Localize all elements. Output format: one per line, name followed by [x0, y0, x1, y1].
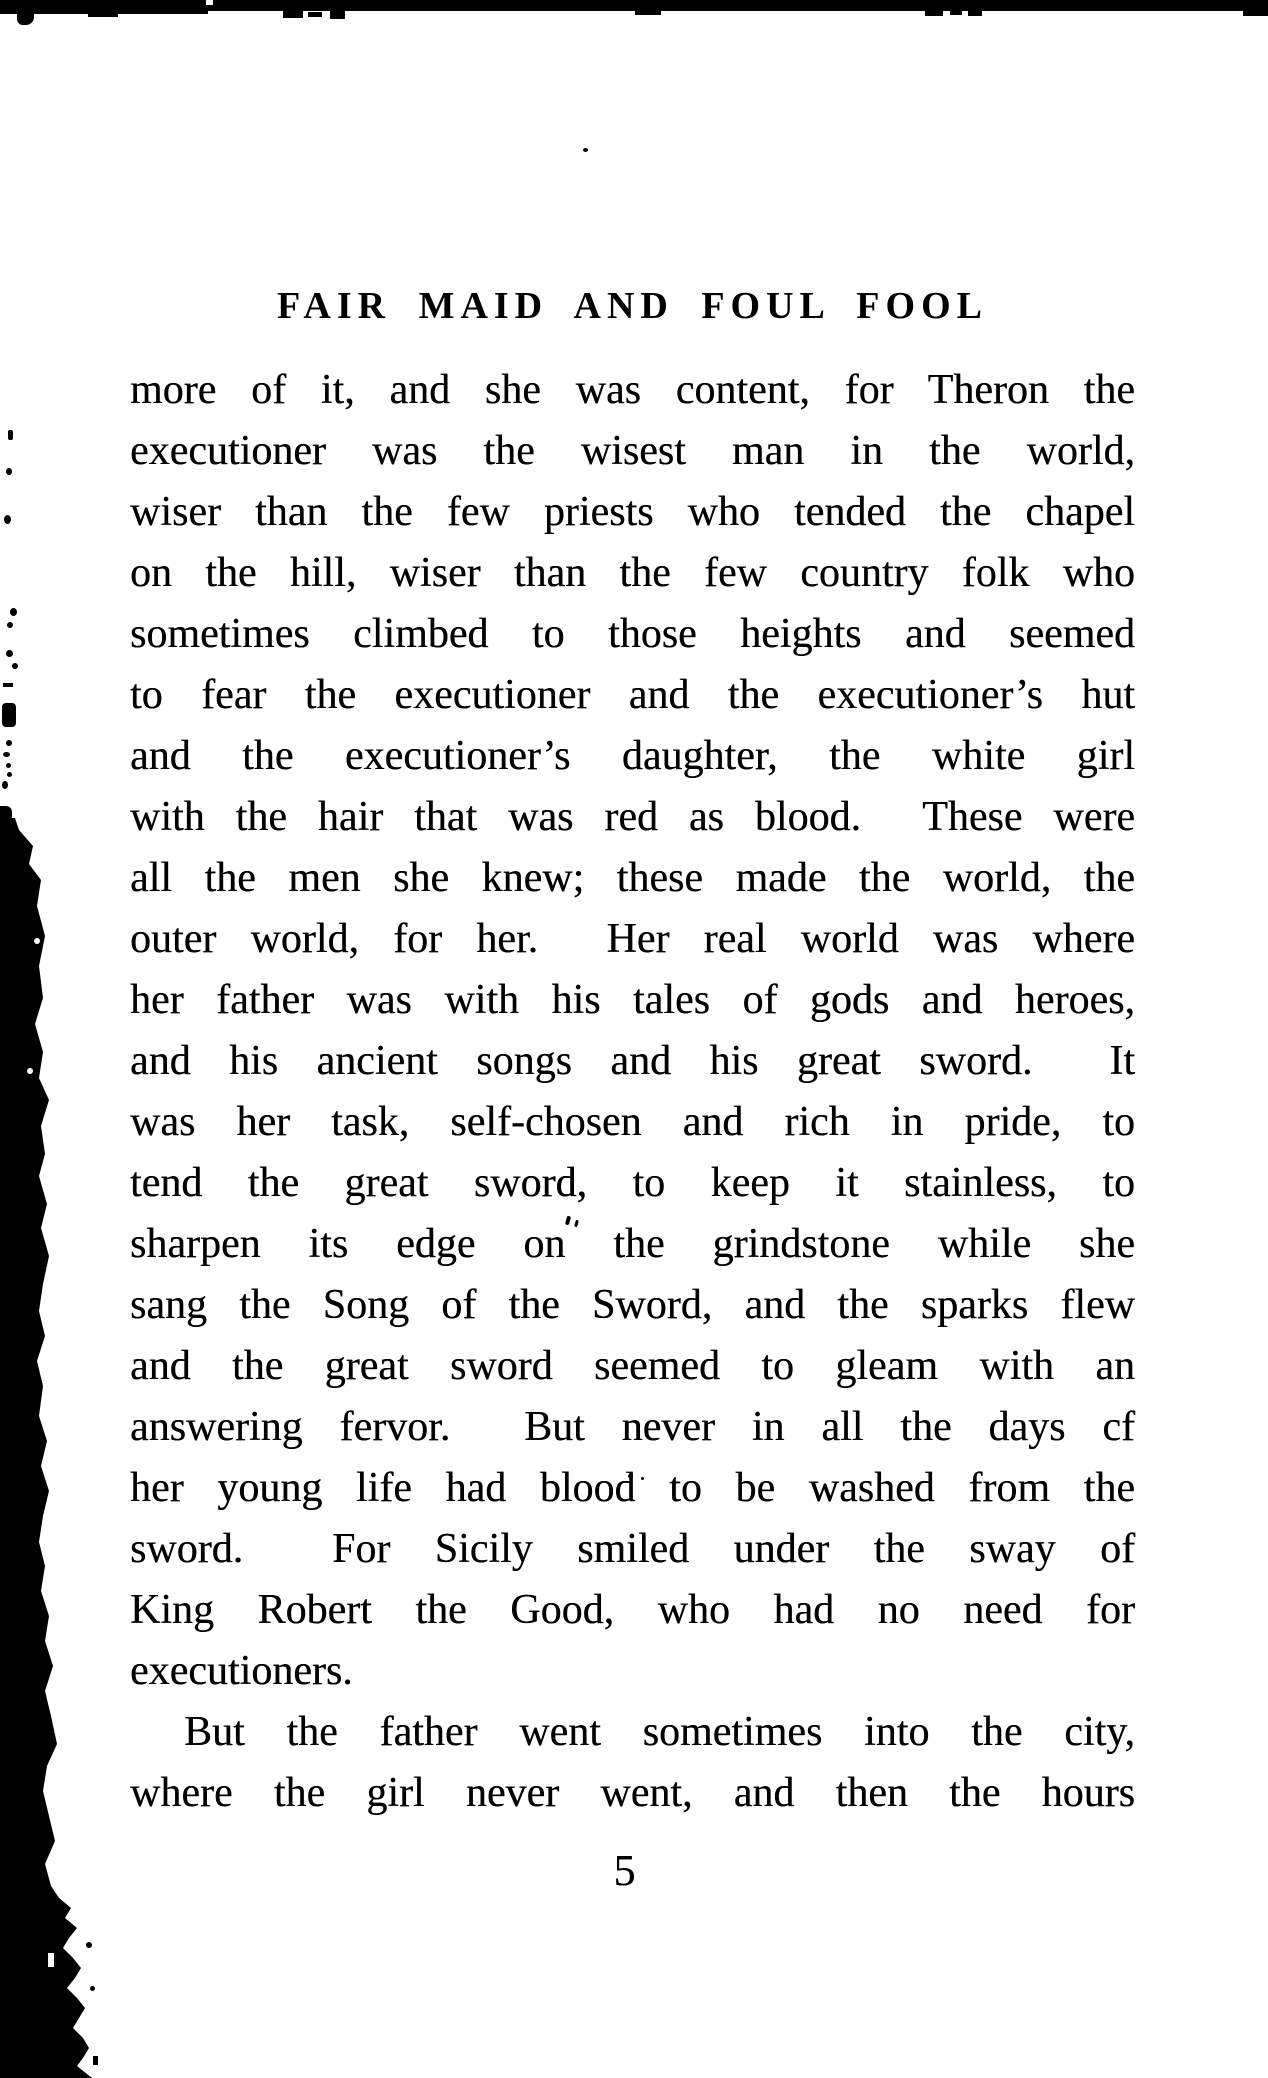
scan-speck-white [48, 1953, 54, 1967]
scan-speck [4, 515, 11, 524]
running-header: FAIR MAID AND FOUL FOOL [277, 285, 988, 327]
text-line: with the hair that was red as blood. These were [130, 794, 1135, 840]
scan-speck [93, 2056, 98, 2065]
scan-speck [6, 650, 13, 657]
scan-speck [86, 1942, 92, 1948]
text-line: all the men she knew; these made the world, the [130, 855, 1135, 901]
scan-artifact-top-corner [1243, 0, 1268, 16]
text-line: to fear the executioner and the executioner’s hut [130, 672, 1135, 718]
scan-artifact-top-drip [925, 11, 943, 16]
text-line: answering fervor. But never in all the days cf [130, 1404, 1135, 1450]
scan-artifact-top-drip [17, 11, 34, 25]
text-line: more of it, and she was content, for Theron the [130, 367, 1135, 413]
scan-artifact-top-drip [950, 11, 962, 15]
scan-speck-white [34, 938, 40, 944]
text-line: sharpen its edge on the grindstone while she [130, 1221, 1135, 1267]
scan-speck [6, 740, 12, 746]
scan-speck [6, 763, 11, 768]
scan-artifact-top-drip [635, 11, 661, 15]
scan-speck [583, 148, 588, 152]
scan-speck-white [27, 1068, 33, 1074]
text-line: executioner was the wisest man in the world, [130, 428, 1135, 474]
text-line: on the hill, wiser than the few country folk who [130, 550, 1135, 596]
scan-artifact-top-drip [88, 11, 118, 17]
text-line: tend the great sword, to keep it stainless, to [130, 1160, 1135, 1206]
scan-speck [6, 468, 12, 475]
text-line: and the executioner’s daughter, the white girl [130, 733, 1135, 779]
text-line: her young life had blood to be washed from the [130, 1465, 1135, 1511]
scan-speck [3, 683, 13, 687]
text-line: sang the Song of the Sword, and the sparks flew [130, 1282, 1135, 1328]
text-line: and his ancient songs and his great sword. It [130, 1038, 1135, 1084]
scan-speck [7, 772, 12, 777]
scan-artifact-top-drip [308, 12, 322, 17]
text-block [130, 360, 1135, 1824]
scan-speck [2, 703, 16, 727]
scan-artifact-top-bar-notch [206, 0, 213, 5]
scan-speck [3, 752, 10, 757]
scan-speck [2, 781, 8, 789]
scan-artifact-top-drip [283, 11, 303, 18]
text-line: was her task, self-chosen and rich in pride, to [130, 1099, 1135, 1145]
text-line: sometimes climbed to those heights and seemed [130, 611, 1135, 657]
text-line: outer world, for her. Her real world was where [130, 916, 1135, 962]
scan-artifact-top-drip [330, 11, 345, 19]
scan-artifact-left-blob [0, 818, 100, 2078]
text-line: King Robert the Good, who had no need for [130, 1587, 1135, 1633]
text-line: But the father went sometimes into the city, [184, 1709, 1135, 1755]
scan-speck [7, 622, 13, 628]
scan-speck [70, 2068, 79, 2076]
text-line: where the girl never went, and then the hours [130, 1770, 1135, 1816]
text-line: sword. For Sicily smiled under the sway of [130, 1526, 1135, 1572]
scan-artifact-top-drip [968, 11, 982, 16]
scan-speck [90, 1986, 95, 1991]
text-line: wiser than the few priests who tended the chapel [130, 489, 1135, 535]
scan-speck-white [70, 1896, 80, 1906]
text-line: executioners. [130, 1648, 353, 1694]
scan-speck [12, 663, 18, 669]
text-line: her father was with his tales of gods and heroes, [130, 977, 1135, 1023]
page-number: 5 [613, 1846, 636, 1895]
text-line: and the great sword seemed to gleam with an [130, 1343, 1135, 1389]
scan-speck [8, 430, 13, 440]
scan-speck [10, 608, 17, 616]
